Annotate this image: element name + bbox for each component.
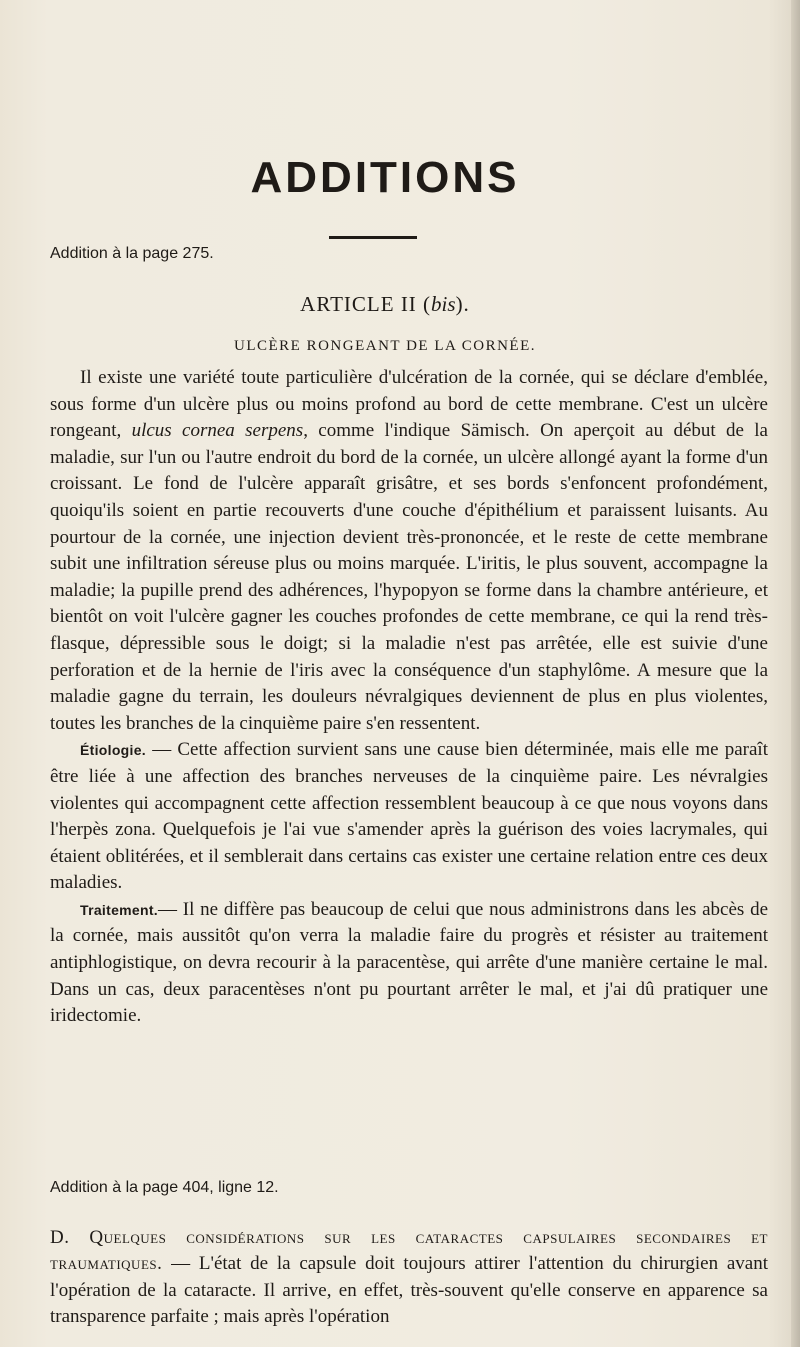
- page-title: ADDITIONS: [250, 153, 520, 202]
- paragraph-traitement: [50, 897, 768, 1030]
- article-subheading: ULCÈRE RONGEANT DE LA CORNÉE.: [234, 338, 536, 354]
- paragraph-text: — Il ne diffère pas beaucoup de celui que nous administrons dans les abcès de la cornée, mais aussitôt qu'on verra la maladie faire du progrès et résister au traitement antiphlogistique, on devra recourir à la paracentèse, qui arrête d'une manière certaine le mal. Dans un cas, deux paracentèses n'ont pu pourtant arrêter le mal, et j'ai dû pratiquer une iridectomie.: [50, 898, 768, 1027]
- section-cataractes: [50, 1225, 768, 1331]
- addition-note-page-404: Addition à la page 404, ligne 12.: [50, 1179, 279, 1196]
- paragraph-description: [50, 365, 768, 737]
- paragraph-text: Il existe une variété toute particulière d'ulcération de la cornée, qui se déclare d'emblée, sous forme d'un ulcère plus ou moins profond au bord de cette membrane. C'est un ulcère rongeant,: [50, 367, 768, 442]
- article-heading: [0, 294, 770, 315]
- page-edge: [791, 0, 800, 1347]
- latin-term: ulcus cornea serpens: [131, 420, 304, 442]
- article-heading-suffix: ).: [455, 292, 470, 316]
- article-body: [50, 365, 768, 1030]
- runin-heading-etiologie: Étiologie.: [80, 742, 146, 759]
- paragraph-etiologie: [50, 737, 768, 897]
- paragraph-text: — Cette affection survient sans une cause bien déterminée, mais elle me paraît être liée à une affection des branches nerveuses de la cinquième paire. Les névralgies violentes qui accompagnent cette affection ressemblent beaucoup à ce que nous voyons dans l'herpès zona. Quelquefois je l'ai vue s'amender après la guérison des voies lacrymales, qui étaient oblitérées, et il semblerait dans certains cas exister une certaine relation entre ces deux maladies.: [50, 739, 768, 894]
- runin-heading-traitement: Traitement.: [80, 901, 158, 918]
- section-heading-cataractes: D. Quelques considérations sur les cataractes capsulaires secondaires et traumatiques.: [50, 1227, 768, 1275]
- article-heading-prefix: ARTICLE II (: [300, 292, 432, 316]
- article-heading-bis: bis: [431, 292, 456, 316]
- paragraph-cataractes: [50, 1225, 768, 1331]
- paragraph-text: , comme l'indique Sämisch. On aperçoit au début de la maladie, sur l'un ou l'autre endroit du bord de la cornée, un ulcère allongé ayant la forme d'un croissant. Le fond de l'ulcère apparaît grisâtre, et ses bords s'enfoncent profondément, quoiqu'ils soient en partie recouverts d'une couche d'épithélium et paraissent luisants. Au pourtour de la cornée, une injection devient très-prononcée, et le reste de cette membrane subit une infiltration séreuse plus ou moins marquée. L'iritis, le plus souvent, accompagne la maladie; la pupille prend des adhérences, l'hypopyon se forme dans la chambre antérieure, et bientôt on voit l'ulcère gagner les couches profondes de cette membrane, ce qui la rend très-flasque, dépressible sous le doigt; si la maladie n'est pas arrêtée, elle est suivie d'une perforation et de la hernie de l'iris avec la conséquence d'un staphylôme. A mesure que la maladie gagne du terrain, les douleurs névralgiques deviennent de plus en plus violentes, toutes les branches de la cinquième paire s'en ressentent.: [50, 420, 768, 734]
- paragraph-text: — L'état de la capsule doit toujours attirer l'attention du chirurgien avant l'opération de la cataracte. Il arrive, en effet, très-souvent qu'elle conserve en apparence sa transparence parfaite ; mais après l'opération: [50, 1253, 768, 1328]
- title-rule: [329, 236, 417, 239]
- addition-note-page-275: Addition à la page 275.: [50, 245, 214, 262]
